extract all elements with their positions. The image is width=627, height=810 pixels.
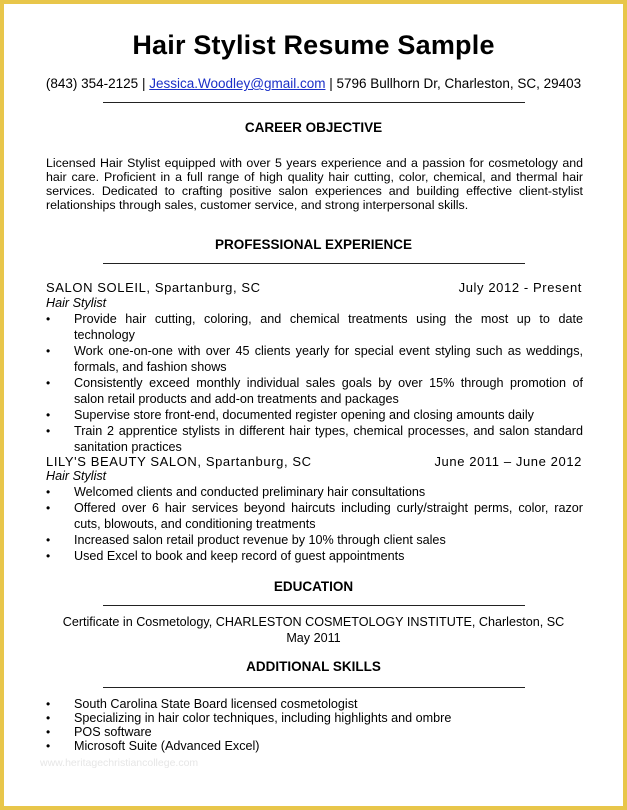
job-employer: SALON SOLEIL, Spartanburg, SC (46, 280, 261, 295)
job-bullet-list (46, 484, 583, 564)
address: 5796 Bullhorn Dr, Charleston, SC, 29403 (336, 76, 582, 91)
list-item: • Train 2 apprentice stylists in different hair types, chemical processes, and salon standard sanitation practices (46, 424, 583, 454)
section-heading-experience: PROFESSIONAL EXPERIENCE (214, 237, 413, 252)
divider (103, 263, 525, 264)
list-item: • Offered over 6 hair services beyond haircuts including curly/straight perms, color, razor cuts, blowouts, and conditioning treatments (46, 501, 583, 531)
phone-number: (843) 354-2125 (45, 76, 139, 91)
divider (103, 687, 525, 688)
bullet-icon: • (46, 533, 51, 547)
watermark: www.heritagechristiancollege.com (40, 757, 199, 769)
job-header (46, 280, 582, 295)
section-heading-education: EDUCATION (273, 579, 354, 594)
page-title: Hair Stylist Resume Sample (132, 30, 495, 60)
bullet-icon: • (46, 424, 51, 438)
job-dates: July 2012 - Present (458, 280, 582, 295)
divider (103, 102, 525, 103)
job-bullet-list (46, 311, 583, 455)
list-item: • Work one-on-one with over 45 clients yearly for special event styling such as weddings, formals, and fashion shows (46, 344, 583, 374)
section-heading-skills: ADDITIONAL SKILLS (246, 659, 381, 674)
bullet-icon: • (46, 697, 51, 711)
list-item: • Consistently exceed monthly individual sales goals by over 15% through promotion of salon retail products and add-on treatments and packages (46, 376, 583, 406)
bullet-icon: • (46, 711, 51, 725)
contact-separator: | (138, 76, 150, 91)
job-role: Hair Stylist (46, 296, 107, 310)
job-employer: LILY'S BEAUTY SALON, Spartanburg, SC (46, 454, 312, 469)
list-item: • Welcomed clients and conducted preliminary hair consultations (46, 485, 426, 499)
list-item: • Used Excel to book and keep record of guest appointments (46, 549, 405, 563)
objective-text: Licensed Hair Stylist equipped with over 5 years experience and a passion for cosmetology and hair care. Proficient in a full range of high quality hair cutting, color, chemical, and thermal hair services. Dedicated to crafting positive salon experiences and building effective client-stylist relationships through sales, customer service, and strong interpersonal skills. (46, 156, 583, 212)
list-item: • South Carolina State Board licensed cosmetologist (46, 697, 358, 711)
bullet-icon: • (46, 376, 51, 390)
list-item: • Supervise store front-end, documented register opening and closing amounts daily (46, 408, 534, 422)
skills-list (46, 697, 583, 753)
contact-separator: | (325, 76, 337, 91)
divider (103, 605, 525, 606)
bullet-icon: • (46, 408, 51, 422)
bullet-icon: • (46, 485, 51, 499)
education-detail (0, 614, 627, 646)
job-role: Hair Stylist (46, 469, 107, 483)
bullet-icon: • (46, 501, 51, 515)
job-dates: June 2011 – June 2012 (434, 454, 582, 469)
bullet-icon: • (46, 739, 51, 753)
contact-line (0, 76, 627, 91)
list-item: • POS software (46, 725, 152, 739)
list-item: • Specializing in hair color techniques, including highlights and ombre (46, 711, 452, 725)
list-item: • Microsoft Suite (Advanced Excel) (46, 739, 260, 753)
section-heading-objective: CAREER OBJECTIVE (244, 120, 383, 135)
bullet-icon: • (46, 549, 51, 563)
education-certificate: Certificate in Cosmetology, CHARLESTON COSMETOLOGY INSTITUTE, Charleston, SC (62, 615, 565, 629)
list-item: • Provide hair cutting, coloring, and chemical treatments using the most up to date technology (46, 312, 583, 342)
bullet-icon: • (46, 312, 51, 326)
bullet-icon: • (46, 344, 51, 358)
list-item: • Increased salon retail product revenue by 10% through client sales (46, 533, 446, 547)
education-date: May 2011 (286, 631, 341, 645)
email-link[interactable]: Jessica.Woodley@gmail.com (149, 76, 326, 91)
job-header (46, 454, 582, 469)
bullet-icon: • (46, 725, 51, 739)
